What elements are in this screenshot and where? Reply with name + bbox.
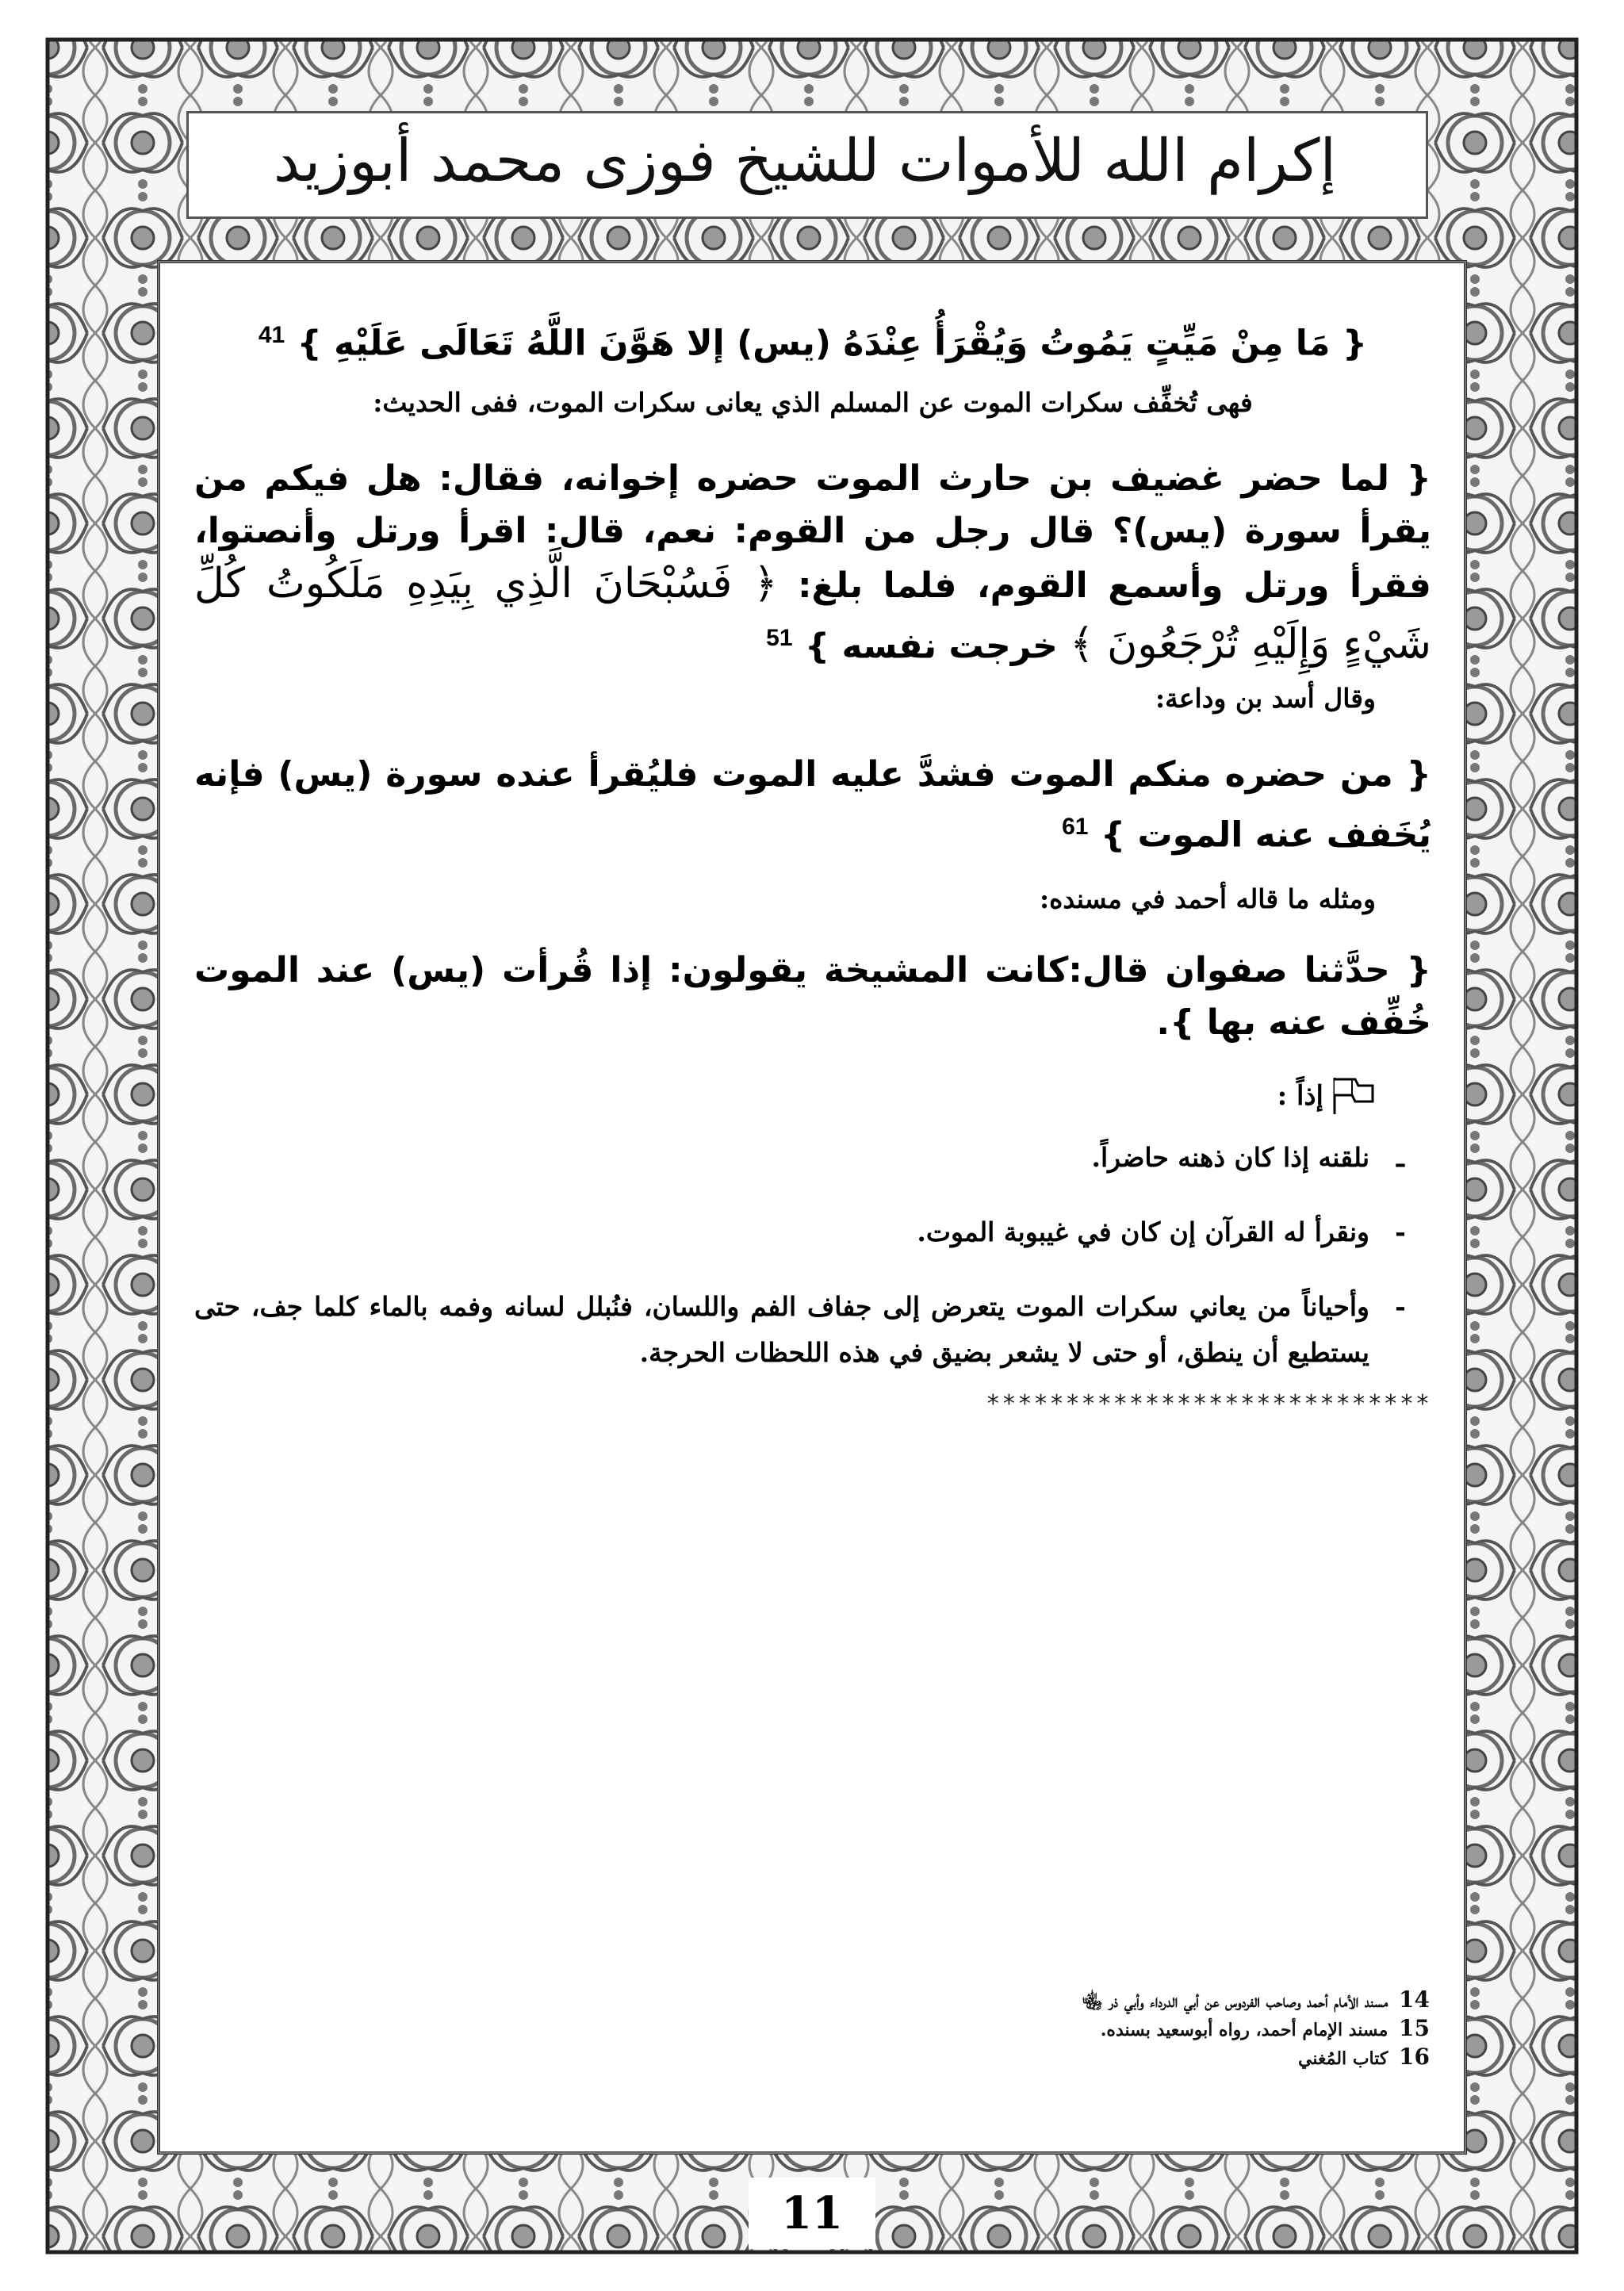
footnote [320,2044,1430,2072]
bullet-dash: - [1395,1290,1406,1322]
bullet-text: نلقنه إذا كان ذهنه حاضراً. [1091,1141,1369,1173]
hadith-3-text: { من حضره منكم الموت فشدَّ عليه الموت فليُقرأ عنده سورة (يس) فإنه يُخَفف عنه الموت } [194,754,1431,856]
footnote-ref-61: 61 [1062,814,1089,841]
bullet-dash: - [1395,1216,1406,1247]
intro-2: وقال أسد بن وداعة: [1155,683,1376,715]
hadith-1 [194,309,1431,370]
footnote-text: مسند الإمام أحمد، رواه أبوسعيد بسنده. [1100,2020,1388,2040]
hadith-2 [194,453,1431,673]
footnote-text: مسند الأمام أحمد وصاحب الفردوس عن أبي الدرداء وأبي ذر ﵄ [1082,1991,1388,2012]
bullet-text: وأحياناً من يعاني سكرات الموت يتعرض إلى جفاف الفم واللسان، فنُبلل لسانه وفمه بالماء كلما جف، حتى يستطيع أن ينطق، أو حتى لا يشعر بضيق في هذه اللحظات الحرجة. [194,1290,1369,1368]
page-number: 11 [781,2187,843,2239]
intro-3: ومثله ما قاله أحمد في مسنده: [1039,883,1376,914]
hadith-2-end: خرجت نفسه } [804,626,1058,667]
hadith-3 [194,749,1431,862]
hadith-4: { حدَّثنا صفوان قال:كانت المشيخة يقولون: إذا قُرأت (يس) عند الموت خُفِّف عنه بها }. [194,949,1431,1043]
bullet-item [194,1284,1431,1376]
bullet-dash: ـ [1396,1141,1404,1173]
page-title: إكرام الله للأموات للشيخ فوزى محمد أبوزيد [273,127,1337,195]
hadith-1-text: { مَا مِنْ مَيِّتٍ يَمُوتُ وَيُقْرَأُ عِنْدَهُ (يس) إلا هَوَّنَ اللَّهُ تَعَالَى عَلَيْهِ } [297,323,1368,364]
conclusion-row [194,1076,1431,1116]
footnotes [320,1986,1430,2072]
bullet-text: ونقرأ له القرآن إن كان في غيبوبة الموت. [917,1216,1369,1247]
footnote-ref-51: 51 [766,624,793,651]
footnote-ref-41: 41 [258,322,285,348]
quran-verse: ﴿ فَسُبْحَانَ الَّذِي بِيَدِهِ مَلَكُوتُ كُلِّ شَيْءٍ وَإِلَيْهِ تُرْجَعُونَ ﴾ [194,559,1431,669]
footnote-text: كتاب المُغني [1298,2048,1388,2069]
intro-1: فهى تُخفِّف سكرات الموت عن المسلم الذي يعانى سكرات الموت، ففى الحديث: [373,386,1253,418]
footnote-number: 15 [1399,2015,1430,2041]
footnote [320,1986,1430,2015]
footnote-number: 14 [1399,1986,1430,2013]
flag-icon [1331,1076,1376,1116]
bullet-item [194,1135,1431,1181]
hadith-2-text: { لما حضر غضيف بن حارث الموت حضره إخوانه، فقال: هل فيكم من يقرأ سورة (يس)؟ قال رجل من القوم: نعم، قال: اقرأ ورتل وأنصتوا، فقرأ ورتل وأسمع القوم، فلما بلغ: [194,458,1431,606]
footnote-number: 16 [1399,2044,1430,2070]
content [194,309,1431,1418]
separator: **************************** [986,1389,1431,1418]
conclusion-label: إذاً : [1277,1079,1323,1112]
footnote [320,2015,1430,2044]
bullet-item [194,1209,1431,1255]
